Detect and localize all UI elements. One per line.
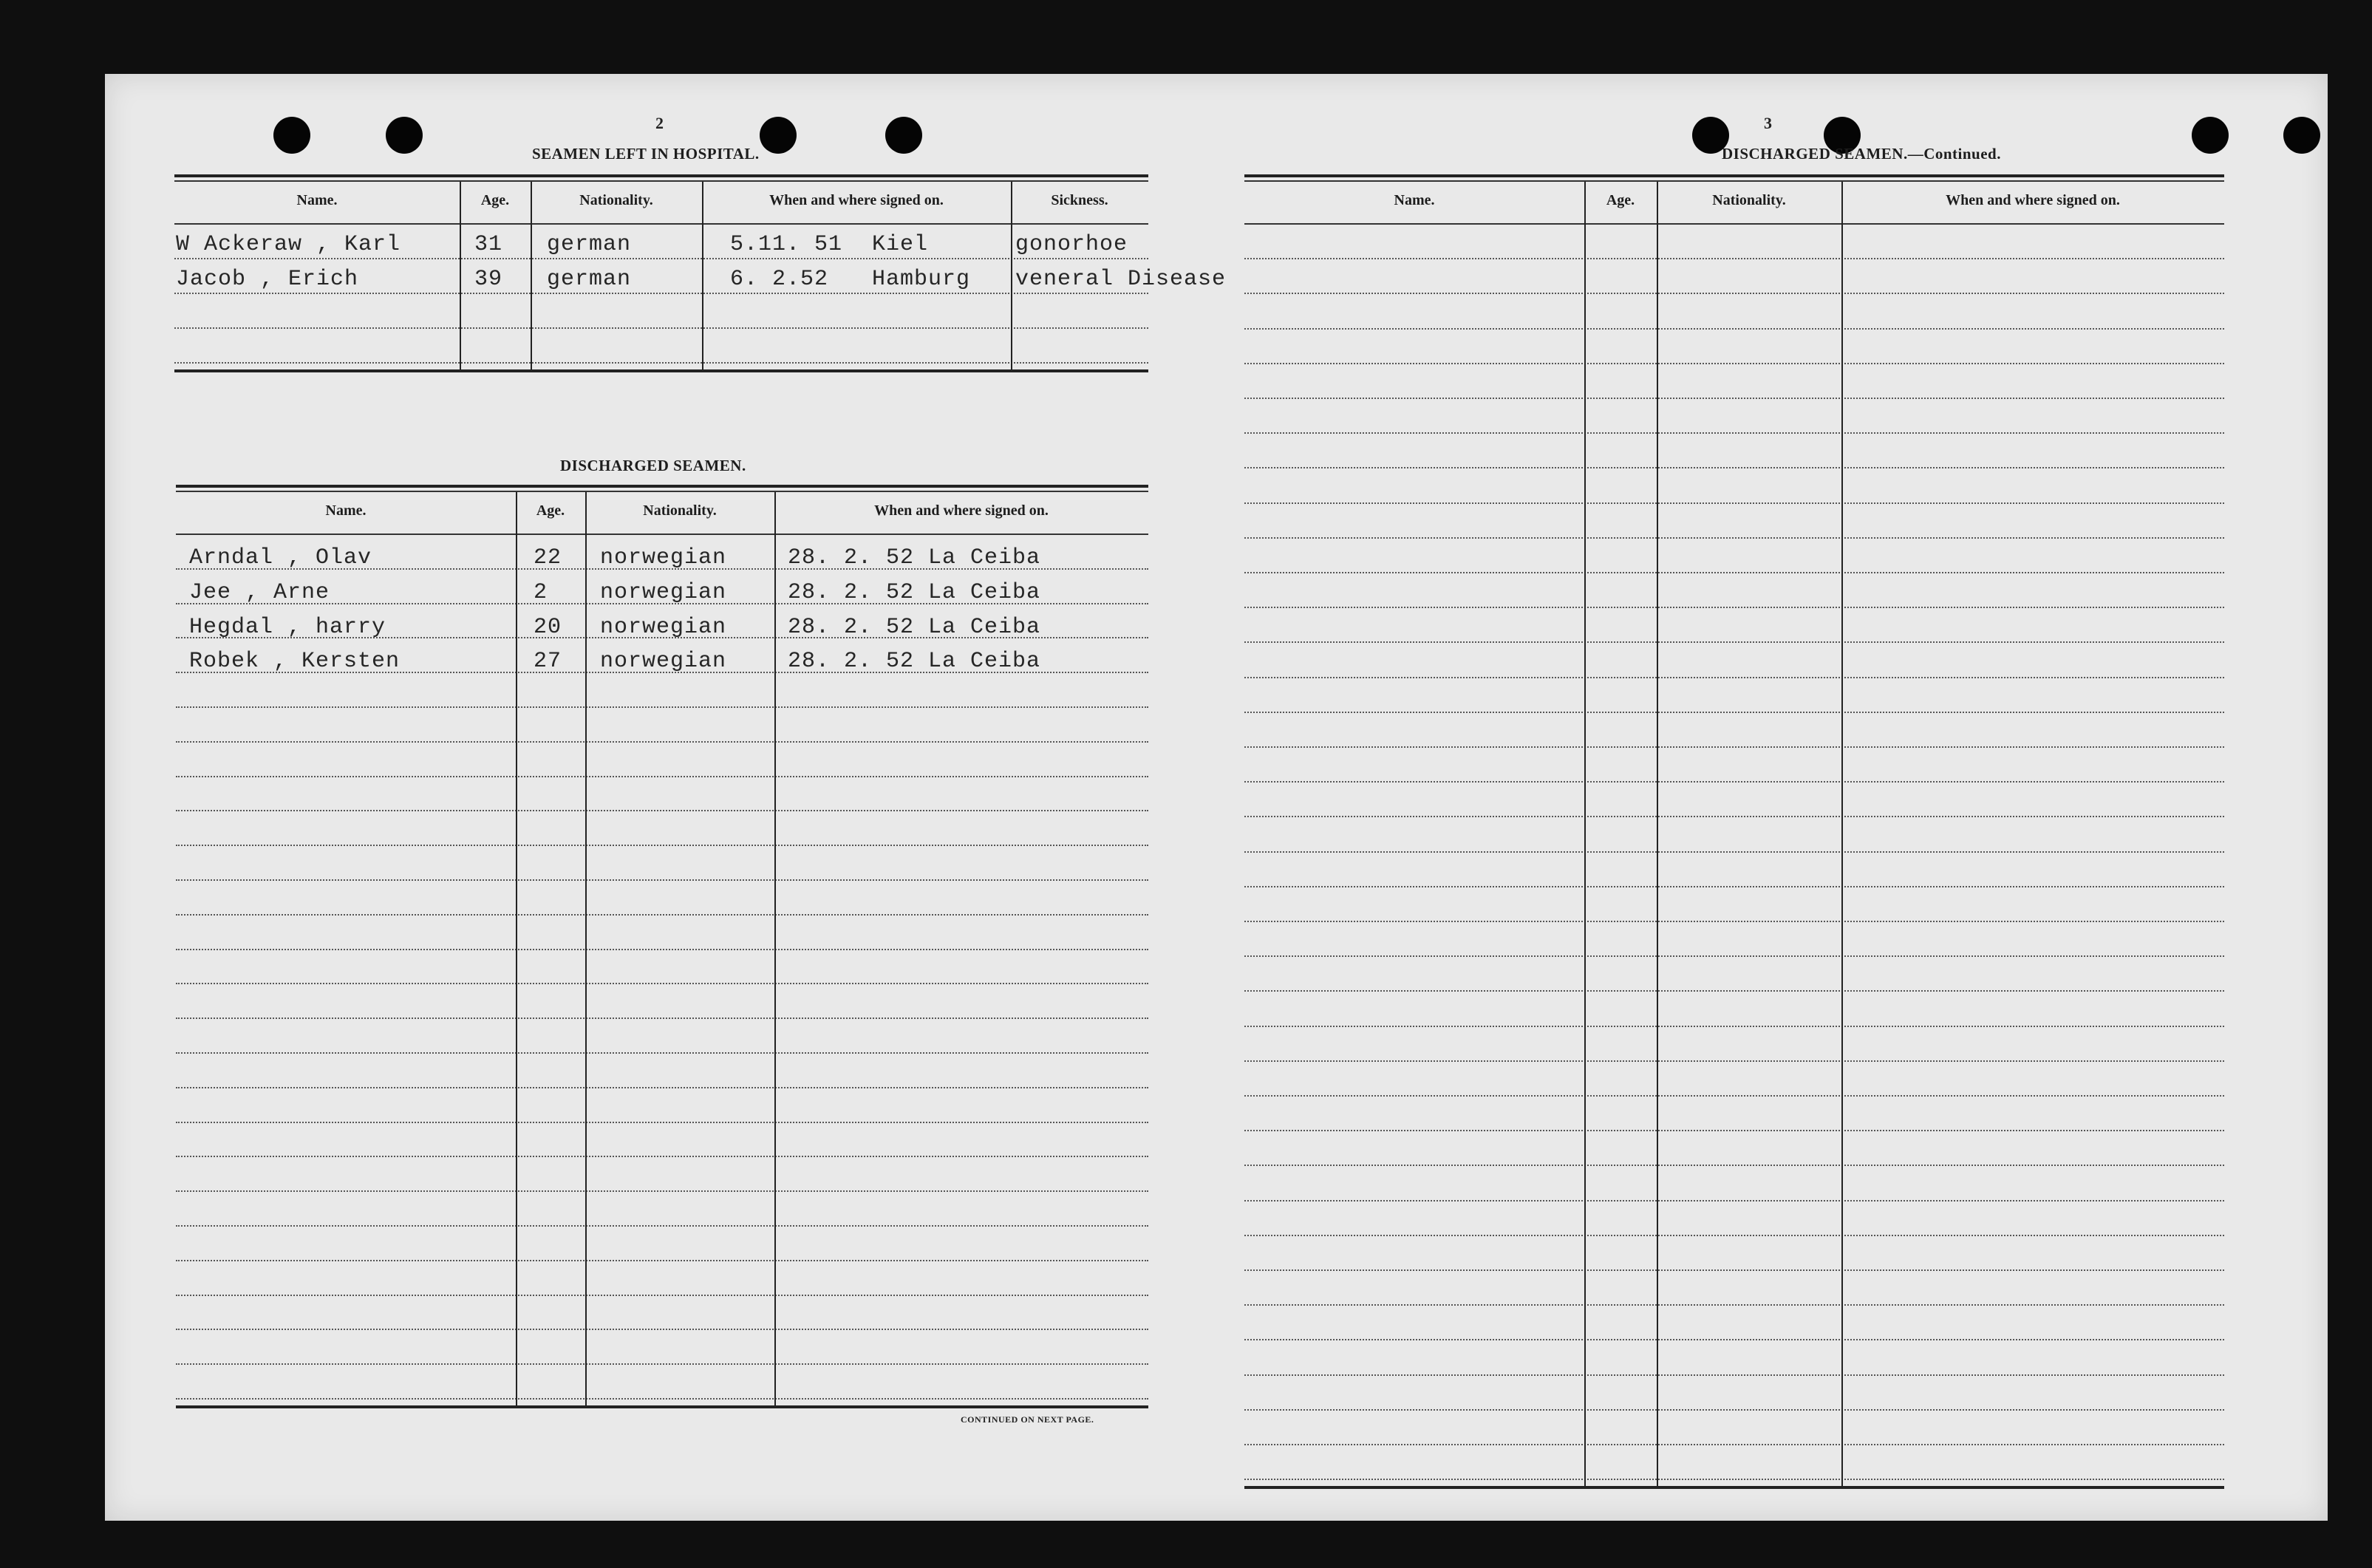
discharged-age-cell: 22 bbox=[534, 545, 562, 570]
header-rule bbox=[176, 534, 1148, 535]
row-rule bbox=[1244, 990, 2224, 992]
hospital-sickness-cell: veneral Disease bbox=[1015, 267, 1227, 292]
hospital-place-cell: Hamburg bbox=[872, 267, 971, 292]
row-rule bbox=[176, 914, 1148, 916]
row-rule bbox=[1244, 1374, 2224, 1376]
column-header: When and where signed on. bbox=[769, 192, 944, 208]
row-rule bbox=[1244, 712, 2224, 713]
row-rule bbox=[176, 1295, 1148, 1296]
document-sheet bbox=[105, 74, 2328, 1521]
row-rule bbox=[1244, 1479, 2224, 1480]
discharged-nationality-cell: norwegian bbox=[600, 579, 727, 605]
discharged-nationality-cell: norwegian bbox=[600, 614, 727, 640]
row-rule bbox=[1244, 328, 2224, 330]
row-rule bbox=[176, 1363, 1148, 1365]
column-header: When and where signed on. bbox=[1946, 192, 2120, 208]
column-divider bbox=[516, 492, 517, 1405]
row-rule bbox=[174, 327, 1148, 329]
row-rule bbox=[176, 1329, 1148, 1330]
row-rule bbox=[1244, 886, 2224, 887]
hospital-nationality-cell: german bbox=[547, 232, 632, 257]
column-divider bbox=[774, 492, 776, 1405]
continued-section-title: DISCHARGED SEAMEN.—Continued. bbox=[1722, 145, 2001, 163]
column-header: Nationality. bbox=[579, 192, 653, 208]
column-divider bbox=[585, 492, 587, 1405]
table-bottom-rule bbox=[174, 369, 1148, 372]
row-rule bbox=[1244, 1130, 2224, 1131]
discharged-age-cell: 27 bbox=[534, 649, 562, 675]
row-rule bbox=[1244, 293, 2224, 294]
row-rule bbox=[1244, 537, 2224, 539]
row-rule bbox=[176, 1225, 1148, 1227]
hospital-place-cell: Kiel bbox=[872, 232, 929, 257]
hospital-nationality-cell: german bbox=[547, 267, 632, 292]
row-rule bbox=[1244, 677, 2224, 678]
discharged-nationality-cell: norwegian bbox=[600, 545, 727, 570]
discharged-age-cell: 20 bbox=[534, 614, 562, 640]
discharged-age-cell: 2 bbox=[534, 579, 548, 605]
row-rule bbox=[1244, 1060, 2224, 1062]
row-rule bbox=[1244, 398, 2224, 399]
row-rule bbox=[1244, 1235, 2224, 1236]
hospital-date-cell: 6. 2.52 bbox=[730, 267, 829, 292]
column-header: Age. bbox=[1606, 192, 1635, 208]
table-top-rule-inner bbox=[1244, 180, 2224, 182]
row-rule bbox=[1244, 1026, 2224, 1027]
row-rule bbox=[1244, 607, 2224, 608]
column-header: Name. bbox=[1394, 192, 1435, 208]
discharged-nationality-cell: norwegian bbox=[600, 649, 727, 675]
table-bottom-rule bbox=[176, 1405, 1148, 1408]
row-rule bbox=[1244, 955, 2224, 957]
table-top-rule-inner bbox=[174, 180, 1148, 182]
hospital-age-cell: 31 bbox=[474, 232, 503, 257]
row-rule bbox=[1244, 1200, 2224, 1201]
discharged-name-cell: Robek , Kersten bbox=[189, 649, 401, 675]
column-divider bbox=[460, 182, 461, 369]
row-rule bbox=[176, 741, 1148, 743]
row-rule bbox=[176, 845, 1148, 846]
row-rule bbox=[1244, 1444, 2224, 1445]
discharged-signed-on-cell: 28. 2. 52 La Ceiba bbox=[788, 545, 1041, 570]
punch-hole bbox=[885, 117, 922, 154]
discharged-name-cell: Jee , Arne bbox=[189, 579, 330, 605]
row-rule bbox=[1244, 781, 2224, 783]
right-page bbox=[1213, 74, 2328, 1521]
column-header: When and where signed on. bbox=[874, 502, 1049, 519]
column-divider bbox=[1584, 182, 1586, 1486]
row-rule bbox=[176, 1156, 1148, 1157]
row-rule bbox=[174, 258, 1148, 259]
punch-hole bbox=[386, 117, 423, 154]
row-rule bbox=[1244, 467, 2224, 468]
left-page bbox=[105, 74, 1227, 1521]
discharged-name-cell: Arndal , Olav bbox=[189, 545, 372, 570]
table-top-rule bbox=[1244, 174, 2224, 177]
row-rule bbox=[1244, 641, 2224, 643]
row-rule bbox=[1244, 1304, 2224, 1306]
column-header: Sickness. bbox=[1051, 192, 1108, 208]
column-header: Name. bbox=[325, 502, 367, 519]
hospital-name-cell: Jacob , Erich bbox=[176, 267, 359, 292]
row-rule bbox=[1244, 1095, 2224, 1097]
punch-hole bbox=[2192, 117, 2229, 154]
column-header: Age. bbox=[536, 502, 565, 519]
row-rule bbox=[1244, 921, 2224, 922]
row-rule bbox=[1244, 1339, 2224, 1340]
header-rule bbox=[1244, 223, 2224, 225]
row-rule bbox=[1244, 851, 2224, 853]
column-header: Age. bbox=[480, 192, 510, 208]
punch-hole bbox=[2283, 117, 2320, 154]
hospital-name-cell: W Ackeraw , Karl bbox=[176, 232, 401, 257]
hospital-section-title: SEAMEN LEFT IN HOSPITAL. bbox=[532, 145, 760, 163]
row-rule bbox=[1244, 432, 2224, 434]
row-rule bbox=[176, 706, 1148, 708]
page-number: 2 bbox=[655, 114, 664, 132]
punch-hole bbox=[760, 117, 797, 154]
row-rule bbox=[176, 1398, 1148, 1400]
row-rule bbox=[176, 983, 1148, 984]
row-rule bbox=[174, 362, 1148, 364]
header-rule bbox=[174, 223, 1148, 225]
row-rule bbox=[176, 1122, 1148, 1123]
row-rule bbox=[1244, 1165, 2224, 1166]
row-rule bbox=[1244, 572, 2224, 573]
row-rule bbox=[1244, 1269, 2224, 1271]
hospital-age-cell: 39 bbox=[474, 267, 503, 292]
row-rule bbox=[176, 1087, 1148, 1088]
column-divider bbox=[702, 182, 703, 369]
row-rule bbox=[1244, 363, 2224, 364]
row-rule bbox=[1244, 502, 2224, 504]
column-header: Name. bbox=[296, 192, 338, 208]
hospital-sickness-cell: gonorhoe bbox=[1015, 232, 1128, 257]
punch-hole bbox=[273, 117, 310, 154]
discharged-signed-on-cell: 28. 2. 52 La Ceiba bbox=[788, 649, 1041, 675]
discharged-signed-on-cell: 28. 2. 52 La Ceiba bbox=[788, 579, 1041, 605]
row-rule bbox=[176, 776, 1148, 777]
row-rule bbox=[176, 949, 1148, 950]
row-rule bbox=[176, 1190, 1148, 1192]
column-header: Nationality. bbox=[1712, 192, 1786, 208]
continued-note: CONTINUED ON NEXT PAGE. bbox=[961, 1414, 1094, 1425]
column-divider bbox=[1657, 182, 1658, 1486]
row-rule bbox=[1244, 816, 2224, 817]
row-rule bbox=[174, 293, 1148, 294]
row-rule bbox=[176, 1260, 1148, 1261]
page-number: 3 bbox=[1764, 114, 1772, 132]
table-bottom-rule bbox=[1244, 1486, 2224, 1489]
discharged-name-cell: Hegdal , harry bbox=[189, 614, 386, 640]
table-top-rule-inner bbox=[176, 491, 1148, 492]
row-rule bbox=[1244, 258, 2224, 259]
row-rule bbox=[176, 1052, 1148, 1054]
table-top-rule bbox=[174, 174, 1148, 177]
table-top-rule bbox=[176, 485, 1148, 488]
column-divider bbox=[531, 182, 532, 369]
column-header: Nationality. bbox=[643, 502, 717, 519]
row-rule bbox=[176, 810, 1148, 811]
column-divider bbox=[1011, 182, 1012, 369]
row-rule bbox=[1244, 746, 2224, 748]
row-rule bbox=[1244, 1409, 2224, 1411]
row-rule bbox=[176, 879, 1148, 881]
discharged-section-title: DISCHARGED SEAMEN. bbox=[560, 457, 746, 474]
column-divider bbox=[1841, 182, 1843, 1486]
row-rule bbox=[176, 1018, 1148, 1019]
discharged-signed-on-cell: 28. 2. 52 La Ceiba bbox=[788, 614, 1041, 640]
hospital-date-cell: 5.11. 51 bbox=[730, 232, 843, 257]
